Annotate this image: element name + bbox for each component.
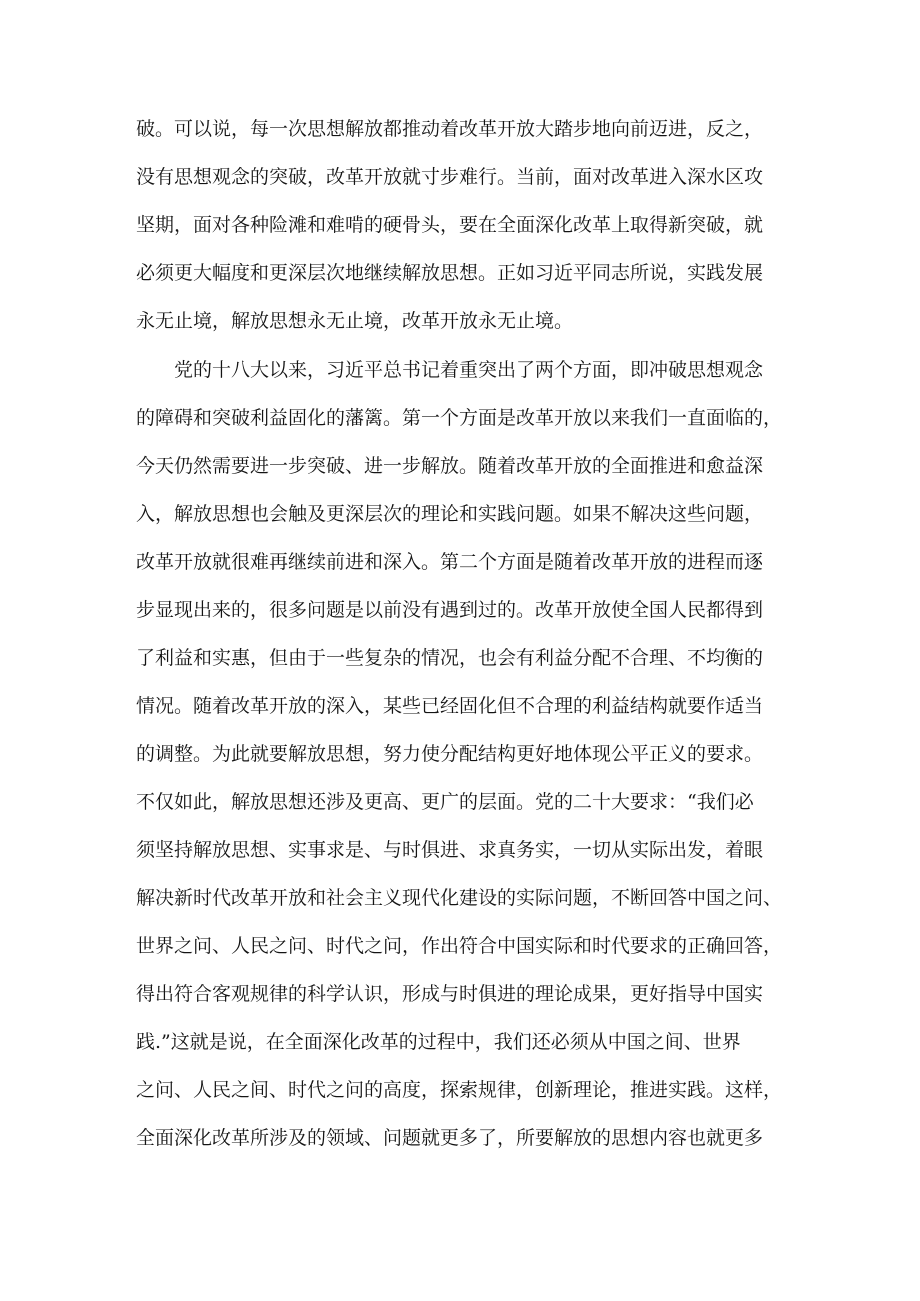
text-line: 之问、人民之间、时代之问的高度，探索规律，创新理论，推进实践。这样， bbox=[136, 1079, 783, 1101]
text-line: 践.”这就是说，在全面深化改革的过程中，我们还必须从中国之间、世界 bbox=[136, 1031, 741, 1053]
text-line: 全面深化改革所涉及的领域、问题就更多了，所要解放的思想内容也就更多 bbox=[136, 1127, 764, 1149]
text-line: 世界之问、人民之问、时代之问，作出符合中国实际和时代要求的正确回答， bbox=[136, 935, 783, 957]
text-line: 的调整。为此就要解放思想，努力使分配结构更好地体现公平正义的要求。 bbox=[136, 743, 764, 765]
text-line: 不仅如此，解放思想还涉及更高、更广的层面。党的二十大要求：“我们必 bbox=[136, 791, 754, 813]
text-line: 情况。随着改革开放的深入，某些已经固化但不合理的利益结构就要作适当 bbox=[136, 695, 764, 717]
text-line: 必须更大幅度和更深层次地继续解放思想。正如习近平同志所说，实践发展 bbox=[136, 262, 764, 284]
text-line: 解决新时代改革开放和社会主义现代化建设的实际问题，不断回答中国之问、 bbox=[136, 887, 783, 909]
paragraph-2 bbox=[136, 346, 790, 1162]
text-line: 破。可以说，每一次思想解放都推动着改革开放大踏步地向前迈进，反之， bbox=[136, 118, 764, 140]
paragraph-1 bbox=[136, 105, 790, 345]
text-line: 改革开放就很难再继续前进和深入。第二个方面是随着改革开放的进程而逐 bbox=[136, 551, 764, 573]
text-line: 了利益和实惠，但由于一些复杂的情况，也会有利益分配不合理、不均衡的 bbox=[136, 647, 764, 669]
text-line: 党的十八大以来，习近平总书记着重突出了两个方面，即冲破思想观念 bbox=[136, 359, 764, 381]
text-line: 入，解放思想也会触及更深层次的理论和实践问题。如果不解决这些问题， bbox=[136, 503, 764, 525]
text-line: 的障碍和突破利益固化的藩篱。第一个方面是改革开放以来我们一直面临的， bbox=[136, 407, 783, 429]
text-line: 须坚持解放思想、实事求是、与时俱进、求真务实，一切从实际出发，着眼 bbox=[136, 839, 764, 861]
text-line: 永无止境，解放思想永无止境，改革开放永无止境。 bbox=[136, 310, 574, 332]
text-line: 坚期，面对各种险滩和难啃的硬骨头，要在全面深化改革上取得新突破，就 bbox=[136, 214, 764, 236]
text-line: 步显现出来的，很多问题是以前没有遇到过的。改革开放使全国人民都得到 bbox=[136, 599, 764, 621]
text-line: 得出符合客观规律的科学认识，形成与时俱进的理论成果，更好指导中国实 bbox=[136, 983, 764, 1005]
text-line: 今天仍然需要进一步突破、进一步解放。随着改革开放的全面推进和愈益深 bbox=[136, 455, 764, 477]
text-line: 没有思想观念的突破，改革开放就寸步难行。当前，面对改革进入深水区攻 bbox=[136, 166, 764, 188]
